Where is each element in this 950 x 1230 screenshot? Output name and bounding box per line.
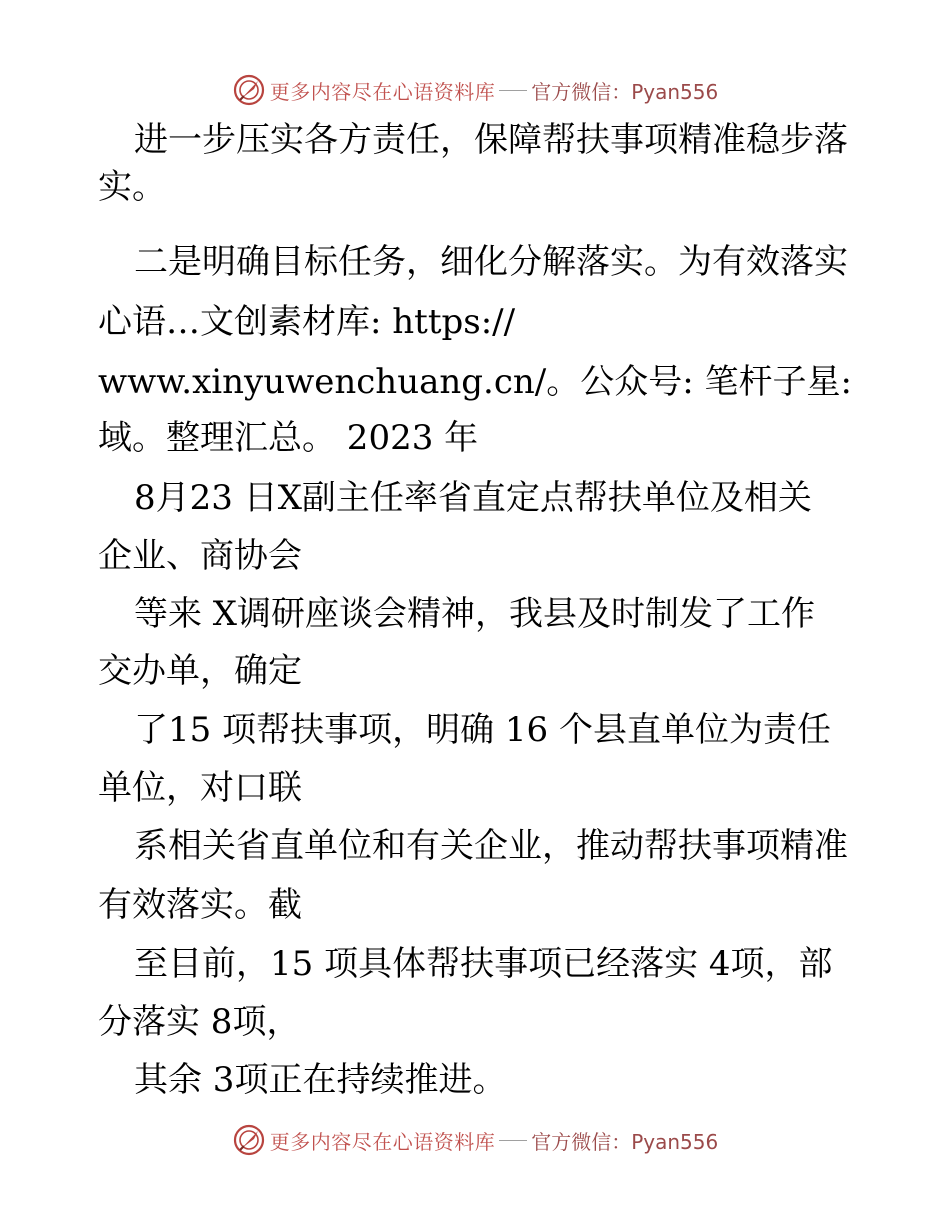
- text-line: 有效落实。截: [98, 885, 302, 925]
- banner-title: 更多内容尽在心语资料库: [269, 79, 496, 104]
- text-line: 8月23 日X副主任率省直定点帮扶单位及相关: [134, 478, 812, 518]
- text-line: 等来 X调研座谈会精神，我县及时制发了工作: [134, 594, 816, 634]
- text-line: 分落实 8项，: [98, 1002, 301, 1042]
- text-line: www.xinyuwenchuang.cn/。公众号: 笔杆子星:: [98, 362, 852, 402]
- text-line: 单位，对口联: [98, 768, 302, 808]
- text-line: 心语…文创素材库: https://: [98, 302, 516, 342]
- header-banner: [0, 70, 950, 110]
- quill-logo-icon: [232, 73, 266, 107]
- quill-logo-icon: [232, 1123, 266, 1157]
- banner-wechat: 官方微信：Pyan556: [531, 79, 719, 104]
- text-line: 至目前，15 项具体帮扶事项已经落实 4项，部: [134, 944, 833, 984]
- text-line: 其余 3项正在持续推进。: [134, 1060, 507, 1100]
- text-line: 二是明确目标任务，细化分解落实。为有效落实: [134, 242, 848, 282]
- text-line: 域。整理汇总。 2023 年: [98, 418, 479, 458]
- footer-banner-wechat: 官方微信：Pyan556: [531, 1129, 719, 1154]
- text-line: 企业、商协会: [98, 536, 302, 576]
- text-line: 了15 项帮扶事项，明确 16 个县直单位为责任: [134, 710, 831, 750]
- text-line: 进一步压实各方责任，保障帮扶事项精准稳步落: [134, 120, 848, 160]
- banner-divider: [499, 90, 527, 91]
- text-line: 交办单，确定: [98, 651, 302, 691]
- text-line: 系相关省直单位和有关企业，推动帮扶事项精准: [134, 826, 848, 866]
- footer-banner: [0, 1120, 950, 1160]
- text-line: 实。: [98, 167, 166, 207]
- footer-banner-title: 更多内容尽在心语资料库: [269, 1129, 496, 1154]
- footer-banner-divider: [499, 1140, 527, 1141]
